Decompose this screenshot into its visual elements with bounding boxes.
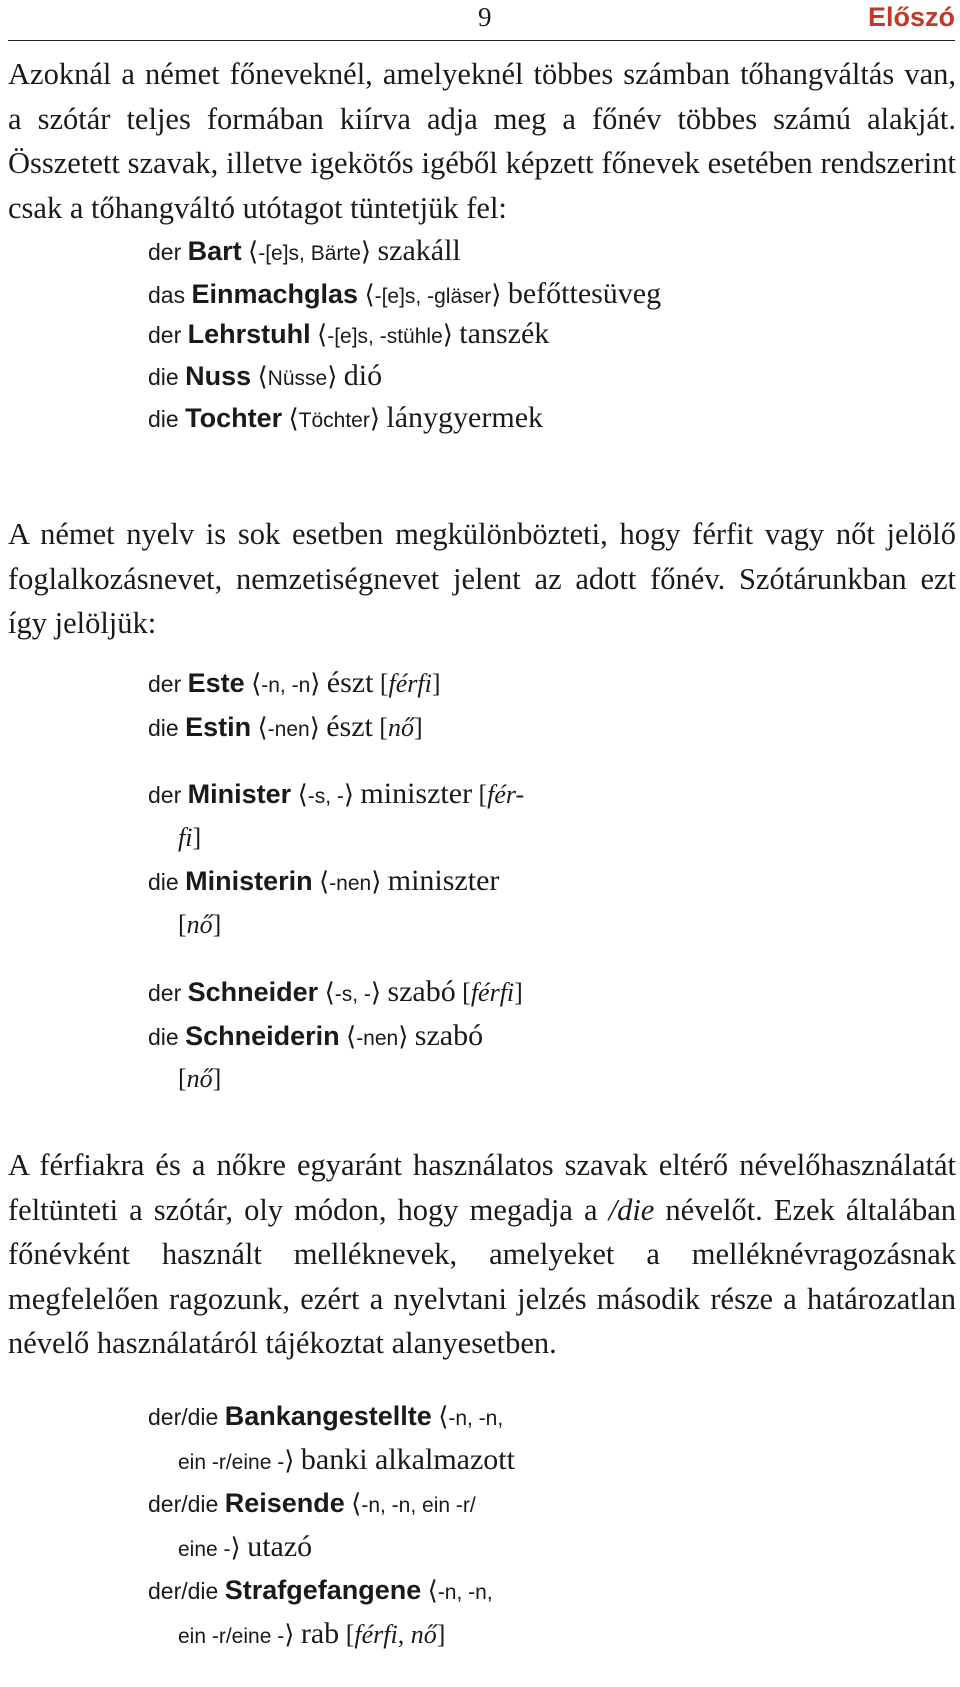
entry-strafgefangene-continuation: ein -r/eine -⟩ rab [férfi, nő]	[178, 1617, 446, 1650]
entry-headword: Lehrstuhl	[187, 319, 311, 349]
entry-grammar: -s, -	[334, 983, 371, 1006]
paragraph-common-gender-intro: A férfiakra és a nőkre egyaránt használatos szavak eltérő névelőhasználatát feltünteti a szótár, oly módon, hogy megadja a /die névelőt. Ezek általában főnévként használt melléknevek, amelyeket a melléknévragozásnak megfelelően ragozunk, ezért a nyelvtani jelzés második része a határozatlan névelő használatáról tájékoztat alanyesetben.	[8, 1148, 956, 1360]
entry-headword: Reisende	[224, 1488, 345, 1518]
entry-translation: miniszter	[360, 777, 473, 810]
entry-article: die	[148, 869, 179, 895]
entry-headword: Este	[187, 668, 245, 698]
entry-este: der Este ⟨-n, -n⟩ észt [férfi]	[148, 666, 441, 699]
entry-grammar: -[e]s, -gläser	[374, 285, 492, 308]
entry-minister-continuation: fi]	[178, 823, 202, 852]
entry-grammar: -n, -n,	[448, 1407, 504, 1430]
entry-article: der	[148, 322, 182, 348]
entry-article: der/die	[148, 1491, 219, 1517]
entry-grammar: -n, -n,	[437, 1581, 493, 1604]
entry-ministerin: die Ministerin ⟨-nen⟩ miniszter	[148, 864, 500, 897]
entry-translation: lánygyermek	[386, 401, 544, 434]
entry-article: der	[148, 782, 182, 808]
entry-headword: Strafgefangene	[224, 1575, 422, 1605]
entry-minister: der Minister ⟨-s, -⟩ miniszter [fér-	[148, 777, 525, 810]
entry-schneiderin-continuation: [nő]	[178, 1064, 222, 1093]
entry-translation: szabó	[387, 975, 456, 1008]
entry-ministerin-continuation: [nő]	[178, 910, 222, 939]
entry-translation: szabó	[414, 1019, 484, 1052]
entry-tochter: die Tochter ⟨Töchter⟩ lánygyermek	[148, 401, 544, 434]
entry-article: der	[148, 671, 182, 697]
entry-article: die	[148, 406, 179, 432]
entry-translation: tanszék	[459, 317, 550, 350]
entry-estin: die Estin ⟨-nen⟩ észt [nő]	[148, 710, 423, 743]
page-header	[8, 2, 955, 41]
entry-reisende-continuation: eine -⟩ utazó	[178, 1530, 313, 1563]
entry-translation: észt	[326, 666, 374, 699]
entry-article: die	[148, 715, 179, 741]
entry-article: das	[148, 282, 186, 308]
paragraph-gender-intro: A német nyelv is sok esetben megkülönbözteti, hogy férfit vagy nőt jelölő foglalkozásnevet, nemzetiségnevet jelent az adott főnév. Szótárunkban ezt így jelöljük:	[8, 517, 956, 640]
entry-gender: [nő]	[379, 713, 423, 742]
entry-translation: szakáll	[377, 234, 461, 267]
entry-headword: Schneider	[187, 977, 319, 1007]
entry-translation: észt	[326, 710, 373, 743]
entry-translation: befőttesüveg	[507, 277, 662, 310]
entry-lehrstuhl: der Lehrstuhl ⟨-[e]s, -stühle⟩ tanszék	[148, 317, 550, 350]
entry-bankangestellte: der/die Bankangestellte ⟨-n, -n,	[148, 1401, 504, 1432]
entry-gender: [férfi]	[379, 669, 441, 698]
entry-grammar: Nüsse	[267, 367, 328, 390]
entry-bart: der Bart ⟨-[e]s, Bärte⟩ szakáll	[148, 234, 461, 267]
entry-schneiderin: die Schneiderin ⟨-nen⟩ szabó	[148, 1019, 484, 1052]
entry-reisende: der/die Reisende ⟨-n, -n, ein -r/	[148, 1488, 476, 1519]
entry-grammar: -nen	[356, 1027, 399, 1050]
entry-schneider: der Schneider ⟨-s, -⟩ szabó [férfi]	[148, 975, 523, 1008]
section-title: Előszó	[867, 2, 955, 32]
entry-bankangestellte-continuation: ein -r/eine -⟩ banki alkalmazott	[178, 1443, 515, 1476]
paragraph-umlaut-intro: Azoknál a német főneveknél, amelyeknél többes számban tőhangváltás van, a szótár teljes formában kiírva adja meg a főnév többes számú alakját. Összetett szavak, illetve igekötős igéből képzett főnevek esetében rendszerint csak a tőhangváltó utótagot tüntetjük fel:	[8, 57, 956, 225]
entry-nuss: die Nuss ⟨Nüsse⟩ dió	[148, 359, 383, 392]
entry-grammar: -[e]s, Bärte	[258, 242, 361, 265]
entry-translation: dió	[343, 359, 383, 392]
entry-article: die	[148, 364, 179, 390]
entry-headword: Nuss	[185, 361, 252, 391]
entry-grammar: Töchter	[298, 409, 370, 432]
entry-grammar: -nen	[267, 718, 310, 741]
entry-headword: Bart	[187, 236, 242, 266]
entry-headword: Ministerin	[185, 866, 313, 896]
entry-article: der/die	[148, 1578, 219, 1604]
entry-grammar: -n, -n	[261, 674, 311, 697]
entry-article: der	[148, 239, 182, 265]
entry-grammar: -[e]s, -stühle	[327, 325, 443, 348]
entry-headword: Tochter	[185, 403, 283, 433]
entry-gender: [fér-	[478, 780, 525, 809]
entry-gender: [férfi]	[462, 978, 523, 1007]
entry-strafgefangene: der/die Strafgefangene ⟨-n, -n,	[148, 1575, 493, 1606]
entry-einmachglas: das Einmachglas ⟨-[e]s, -gläser⟩ befőttesüveg	[148, 277, 662, 310]
entry-headword: Einmachglas	[191, 279, 359, 309]
entry-article: der	[148, 980, 182, 1006]
entry-headword: Minister	[187, 779, 292, 809]
entry-article: der/die	[148, 1404, 219, 1430]
entry-grammar: -s, -	[307, 785, 344, 808]
entry-grammar: -n, -n, ein -r/	[361, 1494, 476, 1517]
entry-translation: miniszter	[387, 864, 500, 897]
entry-headword: Estin	[185, 712, 252, 742]
entry-grammar: -nen	[329, 872, 372, 895]
page-number: 9	[478, 2, 492, 32]
entry-headword: Bankangestellte	[224, 1401, 432, 1431]
entry-article: die	[148, 1024, 179, 1050]
entry-headword: Schneiderin	[185, 1021, 340, 1051]
